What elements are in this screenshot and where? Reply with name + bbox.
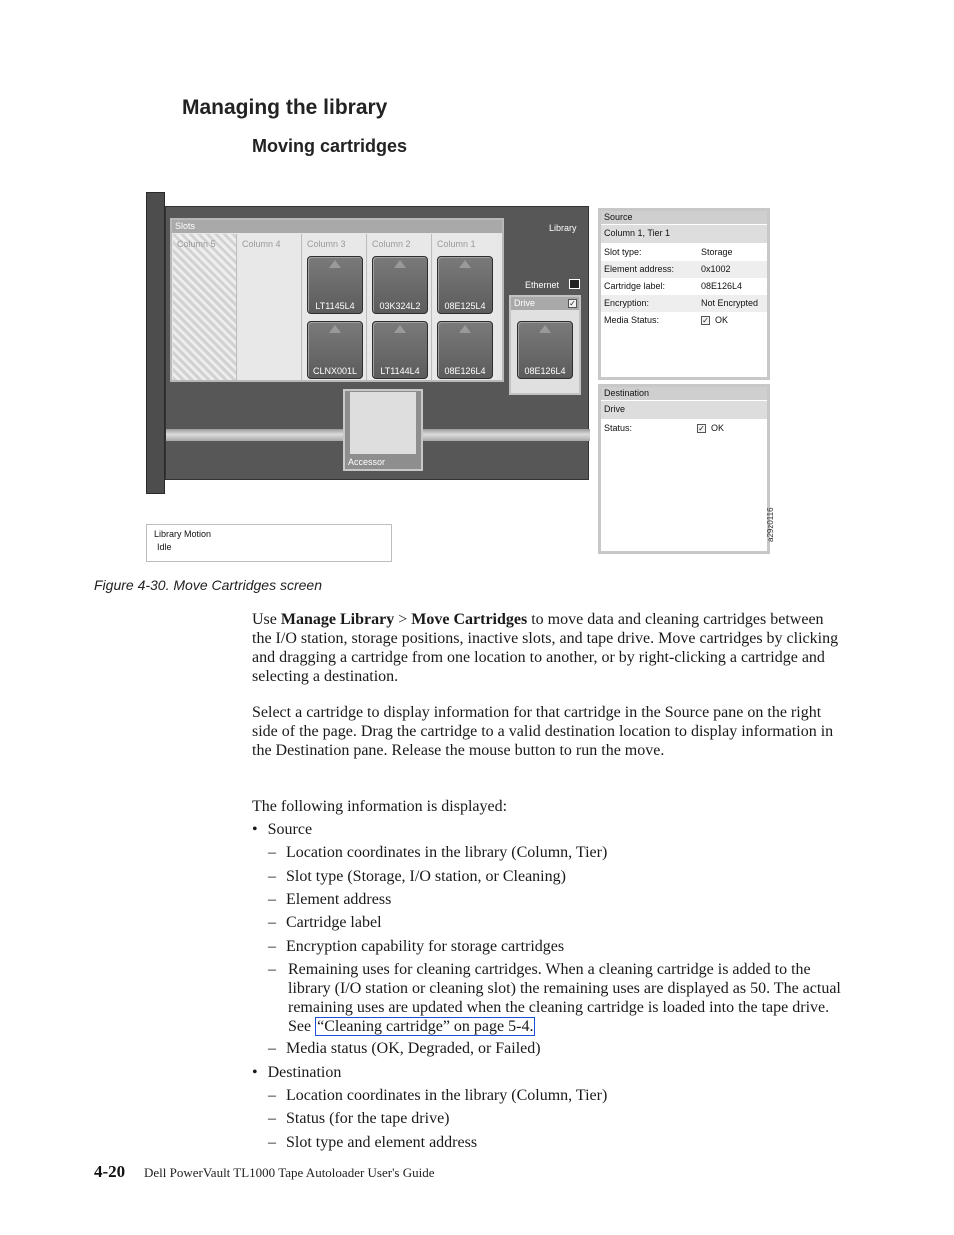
source-value: Storage [701, 247, 733, 257]
destination-title: Destination [601, 387, 767, 400]
cartridge-notch-icon [394, 325, 406, 333]
list-item-label: Source [267, 821, 313, 838]
destination-key: Status: [604, 423, 633, 433]
cartridge-label: 03K324L2 [379, 301, 421, 311]
media-status-check-icon: ✓ [702, 316, 709, 325]
source-row [601, 295, 767, 312]
cartridge-notch-icon [459, 260, 471, 268]
cartridge-notch-icon [394, 260, 406, 268]
source-location-text: Column 1, Tier 1 [604, 228, 671, 238]
ethernet-icon [569, 279, 580, 289]
slots-title: Slots [172, 220, 502, 233]
list-item: – Status (for the tape drive) [268, 1110, 450, 1127]
list-item-destination: • Destination [252, 1064, 342, 1081]
source-key: Cartridge label: [604, 281, 666, 291]
drive-title: Drive [511, 297, 579, 310]
destination-value: OK [711, 423, 725, 433]
cartridge-notch-icon [329, 325, 341, 333]
cartridge-label: CLNX001L [312, 366, 358, 376]
figure-id: a29z0116 [766, 507, 775, 542]
list-item-source: • Source [252, 821, 313, 838]
list-item: – Slot type (Storage, I/O station, or Cleaning) [268, 868, 566, 885]
page-number: 4-20 [94, 1162, 126, 1181]
destination-location-text: Drive [604, 404, 626, 414]
cartridge[interactable] [437, 256, 493, 314]
list-item-remaining-uses: Remaining uses for cleaning cartridges. When a cleaning cartridge is added to the library (I/O station or cleaning slot) the remaining uses are displayed as 50. The actual remaining uses are updated when the cleaning cartridge is loaded into the tape drive. See “Cleaning cartridge” on page 5-4. [288, 961, 841, 1035]
source-row [601, 278, 767, 295]
destination-status-check-icon: ✓ [698, 424, 705, 433]
source-value: Not Encrypted [701, 298, 759, 308]
slot-column-2[interactable] [368, 234, 432, 380]
library-label: Library [549, 223, 577, 233]
drive-panel[interactable] [509, 295, 581, 395]
source-row [601, 261, 767, 278]
cartridge-label: 08E125L4 [444, 301, 486, 311]
cartridge-label: 08E126L4 [524, 366, 566, 376]
paragraph-1 [252, 610, 844, 686]
cartridge-notch-icon [459, 325, 471, 333]
source-row [601, 312, 767, 329]
library-motion-value: Idle [157, 542, 172, 552]
move-cartridges-figure [146, 192, 786, 572]
cartridge-notch-icon [539, 325, 551, 333]
list-item: – Encryption capability for storage cartridges [268, 938, 565, 955]
cartridge-label: LT1145L4 [315, 301, 355, 311]
cartridge[interactable] [372, 321, 428, 379]
paragraph-2: Select a cartridge to display information for that cartridge in the Source pane on the right side of the page. Drag the cartridge to a valid destination location to display information in the Destination pane. Release the mouse button to run the move. [252, 704, 834, 759]
list-item: – [268, 961, 276, 978]
library-side-bar [146, 192, 165, 494]
library-panel [165, 206, 589, 480]
list-item: – Cartridge label [268, 914, 382, 931]
cartridge[interactable] [437, 321, 493, 379]
slot-column-5[interactable] [173, 234, 237, 380]
library-motion-title: Library Motion [154, 529, 212, 539]
accessor-label: Accessor [348, 457, 386, 467]
cleaning-cartridge-link[interactable]: “Cleaning cartridge” on page 5-4. [317, 1018, 534, 1035]
footer-title: Dell PowerVault TL1000 Tape Autoloader User's Guide [144, 1165, 435, 1180]
slot-column-1[interactable] [433, 234, 497, 380]
para1-text: to move data and cleaning cartridges between the I/O station, storage positions, inactive slots, and tape drive. Move cartridges by clicking and dragging a cartridge from one location to another, or by right-clicking a cartridge and selecting a destination. [252, 611, 839, 685]
source-value: 0x1002 [701, 264, 731, 274]
list-item: – Element address [268, 891, 392, 908]
column-label: Column 5 [177, 239, 216, 249]
destination-pane [598, 384, 770, 554]
ethernet-label: Ethernet [525, 280, 560, 290]
drive-check-icon: ✓ [569, 299, 576, 308]
subsection-heading: Moving cartridges [252, 136, 408, 156]
column-label: Column 3 [307, 239, 346, 249]
cartridge[interactable] [307, 321, 363, 379]
column-label: Column 4 [242, 239, 281, 249]
section-heading: Managing the library [182, 96, 388, 119]
cartridge[interactable] [372, 256, 428, 314]
list-item: – Location coordinates in the library (Column, Tier) [268, 1087, 608, 1104]
accessor [343, 389, 423, 471]
accessor-window [350, 392, 416, 454]
para1-text: Use [252, 611, 281, 628]
cartridge[interactable] [307, 256, 363, 314]
para1-separator: > [394, 611, 412, 628]
cartridge-label: 08E126L4 [444, 366, 486, 376]
paragraph-3: The following information is displayed: [252, 798, 508, 815]
list-item: – Slot type and element address [268, 1134, 478, 1151]
source-pane [598, 208, 770, 380]
cartridge-label: LT1144L4 [380, 366, 420, 376]
source-value: 08E126L4 [701, 281, 743, 291]
source-key: Slot type: [604, 247, 642, 257]
source-key: Media Status: [604, 315, 660, 325]
cartridge-notch-icon [329, 260, 341, 268]
slots-panel [170, 218, 504, 382]
source-row [601, 244, 767, 261]
list-item: – Location coordinates in the library (Column, Tier) [268, 844, 608, 861]
figure-caption: Figure 4-30. Move Cartridges screen [94, 577, 322, 593]
drive-cartridge[interactable] [517, 321, 573, 379]
list-item: – Media status (OK, Degraded, or Failed) [268, 1040, 541, 1057]
slot-column-3[interactable] [303, 234, 367, 380]
column-label: Column 1 [437, 239, 476, 249]
library-motion-box [146, 524, 392, 562]
destination-row [601, 420, 767, 437]
column-label: Column 2 [372, 239, 411, 249]
slot-column-4[interactable] [238, 234, 302, 380]
move-cartridges-term: Move Cartridges [411, 611, 528, 628]
source-location [601, 225, 767, 243]
source-key: Encryption: [604, 298, 650, 308]
source-title: Source [601, 211, 767, 224]
manage-library-term: Manage Library [280, 611, 395, 628]
list-item-label: Destination [267, 1064, 342, 1081]
source-key: Element address: [604, 264, 675, 274]
source-value: OK [715, 315, 729, 325]
destination-location [601, 401, 767, 419]
